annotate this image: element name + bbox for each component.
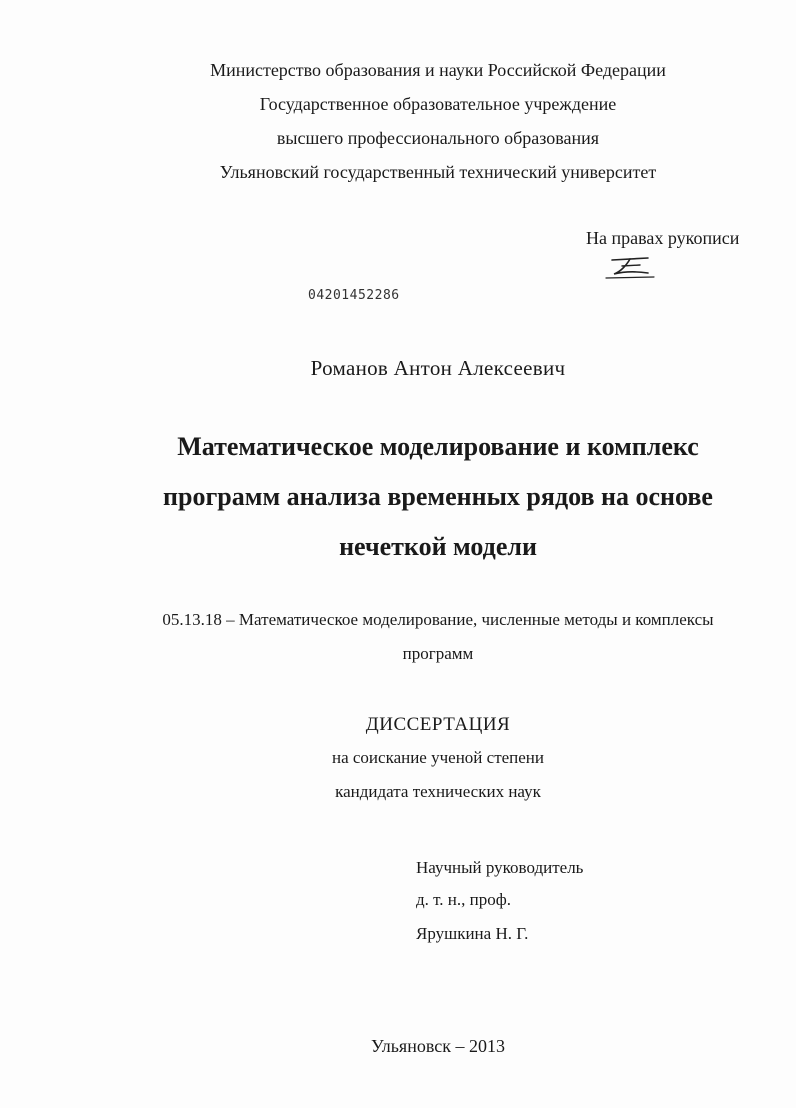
- degree-purpose-line-1: на соискание ученой степени: [331, 748, 545, 767]
- institution-type-line: Государственное образовательное учреждение: [259, 94, 617, 114]
- degree-purpose-line-2: кандидата технических наук: [335, 782, 541, 801]
- place-and-year: Ульяновск – 2013: [371, 1036, 505, 1056]
- author-name: Романов Антон Алексеевич: [310, 356, 566, 380]
- university-line: Ульяновский государственный технический университет: [219, 162, 657, 182]
- rights-note: На правах рукописи: [586, 228, 740, 248]
- advisor-role: Научный руководитель: [416, 858, 584, 877]
- handwritten-signature: [604, 250, 664, 282]
- advisor-degree: д. т. н., проф.: [416, 890, 512, 909]
- thesis-title-line-3: нечеткой модели: [339, 532, 537, 561]
- education-level-line: высшего профессионального образования: [276, 128, 600, 148]
- advisor-name: Ярушкина Н. Г.: [416, 924, 529, 943]
- specialty-line-1: 05.13.18 – Математическое моделирование, численные методы и комплексы: [162, 610, 714, 629]
- ministry-line: Министерство образования и науки Российской Федерации: [210, 60, 666, 80]
- thesis-title-line-1: Математическое моделирование и комплекс: [177, 432, 699, 461]
- specialty-line-2: программ: [402, 644, 474, 663]
- thesis-title-line-2: программ анализа временных рядов на основе: [163, 482, 713, 511]
- work-type-label: ДИССЕРТАЦИЯ: [365, 714, 511, 735]
- registration-number: 04201452286: [308, 288, 400, 303]
